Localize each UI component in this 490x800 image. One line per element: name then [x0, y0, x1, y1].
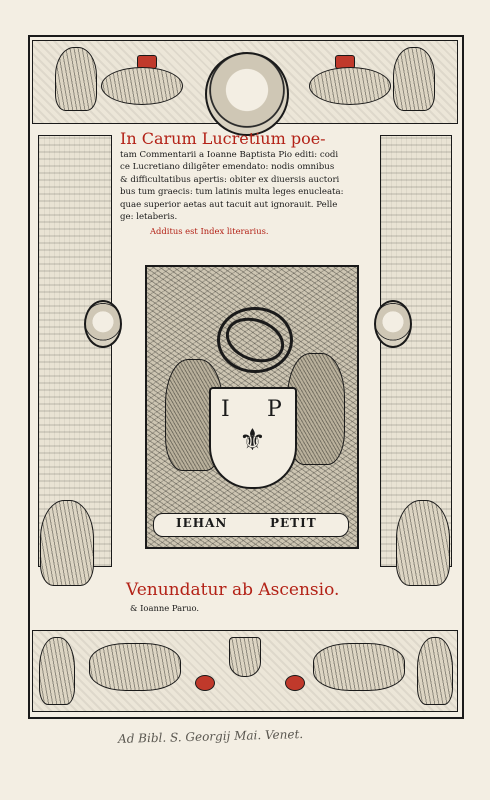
banner-name-left: IEHAN	[176, 516, 228, 530]
red-beast-left	[195, 675, 215, 691]
bottom-center-shield	[229, 637, 261, 677]
fleur-de-lis-icon: ⚜	[239, 423, 266, 458]
right-satyr-figure	[396, 500, 450, 586]
shield-letter-left: I	[221, 397, 230, 422]
title-line-1: In Carum Lucretium poe-	[120, 129, 326, 148]
sale-subline: & Ioanne Paruo.	[130, 603, 200, 613]
bottom-right-figure	[417, 637, 453, 705]
printers-device-woodcut	[145, 265, 359, 549]
body-line-6: ge: letaberis.	[120, 212, 178, 223]
shield	[209, 387, 297, 489]
name-banner	[153, 513, 349, 537]
title-text-block	[120, 130, 375, 236]
banner-name-right: PETIT	[270, 516, 317, 530]
dolphin-right	[309, 67, 391, 105]
body-line-3: & difficultatibus apertis: obiter ex diuersis auctori	[120, 174, 340, 185]
horse-rider-left	[89, 643, 181, 691]
body-line-1: tam Commentarii a Ioanne Baptista Pio editi: codi	[120, 150, 339, 160]
dolphin-left	[101, 67, 183, 105]
left-portrait-medallion	[84, 300, 122, 348]
body-text	[120, 149, 375, 223]
left-satyr-figure	[40, 500, 94, 586]
body-line-4: bus tum graecis: tum latinis multa leges enucleata:	[120, 187, 344, 198]
body-line-2: ce Lucretiano diligēter emendato: nodis omnibus	[120, 162, 335, 173]
sale-line: Venundatur ab Ascensio.	[126, 580, 340, 600]
bottom-left-figure	[39, 637, 75, 705]
putto-left	[55, 47, 97, 111]
right-portrait-medallion	[374, 300, 412, 348]
top-medallion-scholars	[205, 52, 289, 136]
body-line-5: quae superior aetas aut tacuit aut ignorauit. Pelle	[120, 199, 338, 210]
horse-rider-right	[313, 643, 405, 691]
putto-right	[393, 47, 435, 111]
handwritten-provenance-note: Ad Bibl. S. Georgij Mai. Venet.	[117, 727, 304, 746]
index-note: Additus est Index literarius.	[150, 226, 269, 237]
red-beast-right	[285, 675, 305, 691]
shield-letter-right: P	[267, 397, 282, 422]
bottom-ornament-band	[32, 630, 458, 712]
